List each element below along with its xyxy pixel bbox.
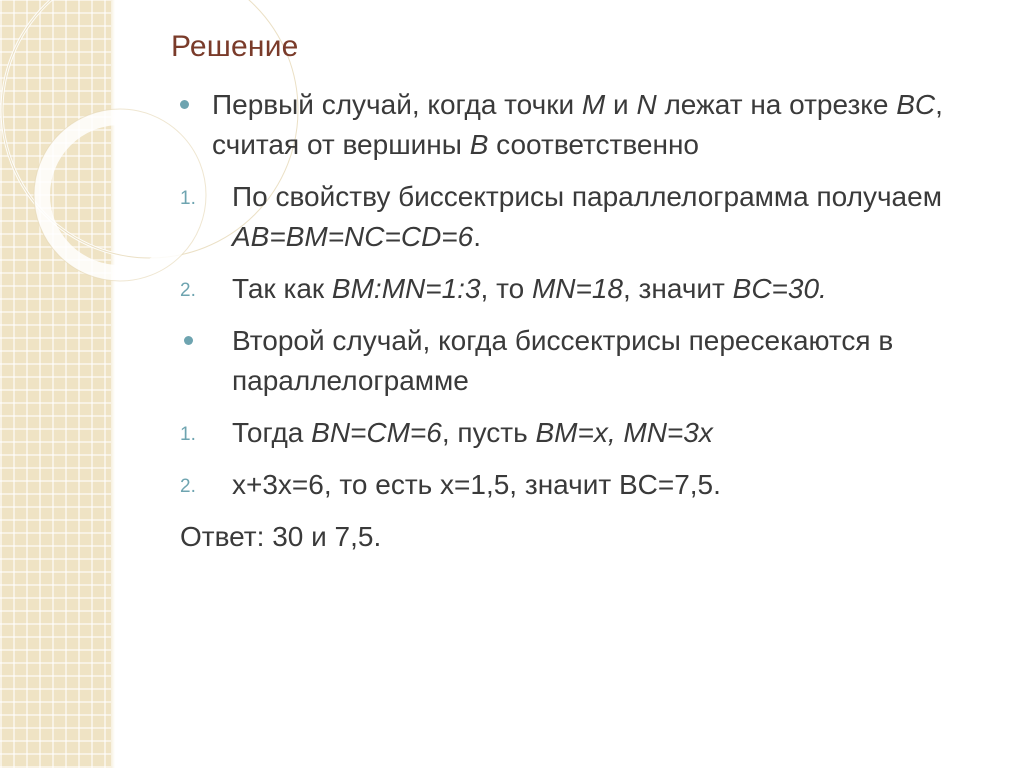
step1-text-2: . [473,221,481,252]
case1-text-5: соответственно [488,129,699,160]
answer-line [180,517,1000,557]
vertex-b: B [469,129,489,160]
step2-item [180,269,1000,309]
slide-content [180,85,1000,569]
point-n: N [636,89,657,120]
step1-text-1: По свойству биссектрисы параллелограмма получаем [232,181,942,212]
point-m: M [581,89,606,120]
step3-text-2: , пусть [441,417,536,448]
step2-text-2: , то [480,273,532,304]
case2-bullet [180,321,1000,401]
case2-text: Второй случай, когда биссектрисы пересекаются в параллелограмме [232,325,894,396]
case1-text-2: и [605,89,637,120]
list-number: 1. [180,188,196,209]
step4-text: x+3x=6, то есть x=1,5, значит BC=7,5. [232,469,721,500]
bullet-icon [180,100,189,109]
list-number: 1. [180,424,196,445]
step2-text-3: , значит [623,273,733,304]
bullet-icon [184,336,193,345]
case1-text-4: , считая от вершины [212,89,943,160]
step2-text-1: Так как [232,273,332,304]
segment-bc: BC [896,89,936,120]
step3-text-1: Тогда [232,417,312,448]
step1-equation: AB=BM=NC=CD=6 [232,221,474,252]
step3-equation-2: BM=x, MN=3x [535,417,713,448]
case1-text-3: лежат на отрезке [656,89,897,120]
answer-text: Ответ: 30 и 7,5. [180,521,382,552]
step3-item [180,413,1000,453]
step2-equation-1: BM:MN=1:3 [331,273,481,304]
step2-equation-3: BC=30. [732,273,827,304]
list-number: 2. [180,476,196,497]
step3-equation-1: BN=CM=6 [311,417,442,448]
step1-item [180,177,1000,257]
step4-item [180,465,1000,505]
decorative-side-band [0,0,113,768]
case1-text-1: Первый случай, когда точки [212,89,582,120]
step2-equation-2: MN=18 [531,273,623,304]
list-number: 2. [180,280,196,301]
case1-bullet [180,85,1000,165]
slide-title: Решение [171,30,299,63]
side-band-edge [111,0,115,768]
